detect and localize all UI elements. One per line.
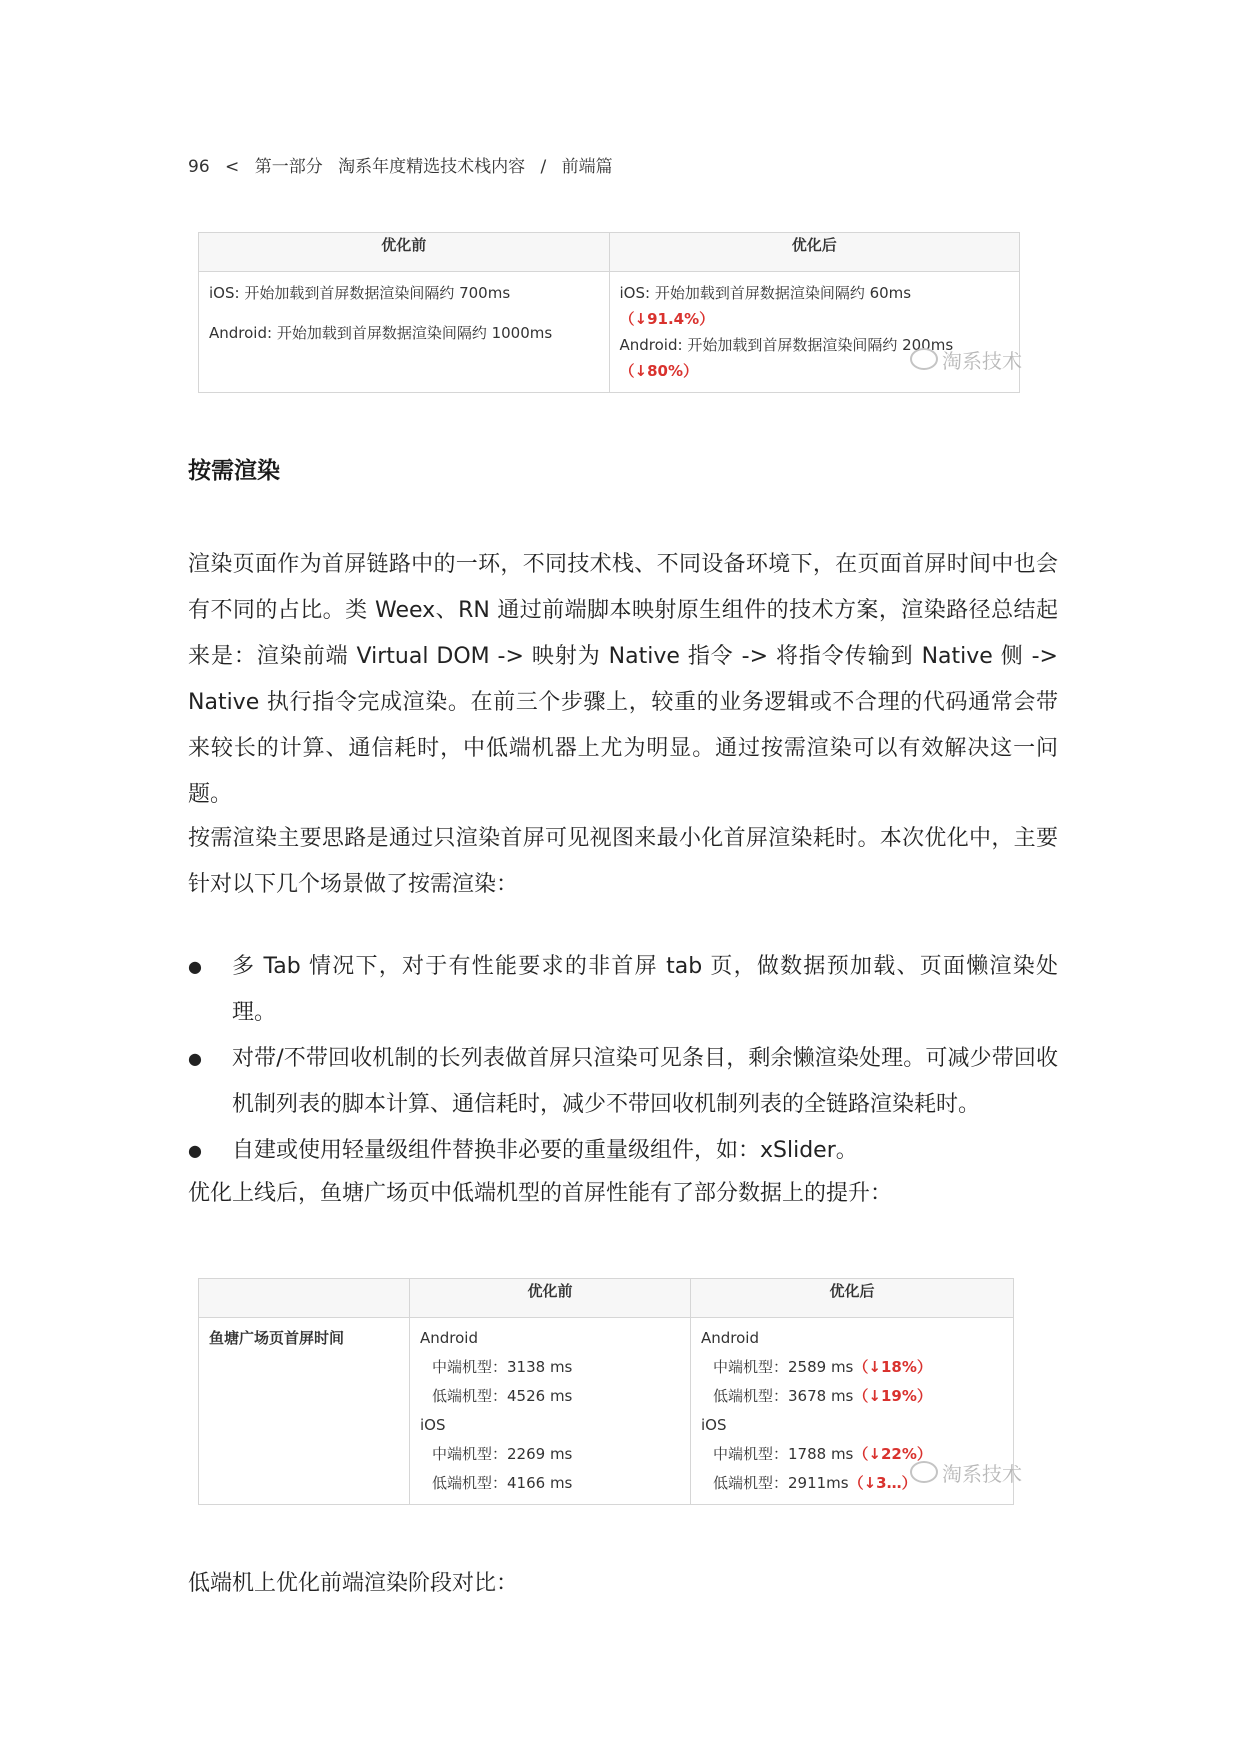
header-part: 第一部分 [254, 157, 323, 177]
list-item: ● 对带/不带回收机制的长列表做首屏只渲染可见条目，剩余懒渲染处理。可减少带回收机制列表的脚本计算、通信耗时，减少不带回收机制列表的全链路渲染耗时。 [188, 1036, 1058, 1128]
platform-label: Android [701, 1329, 759, 1347]
metric-delta: （↓3…） [848, 1474, 917, 1492]
metric-text: 低端机型：4166 ms [432, 1474, 573, 1492]
table-header-row [199, 233, 1020, 272]
list-item: ● 多 Tab 情况下，对于有性能要求的非首屏 tab 页，做数据预加载、页面懒渲染处理。 [188, 944, 1058, 1036]
header-section: 前端篇 [561, 157, 613, 177]
platform-label: iOS [420, 1416, 446, 1434]
paragraph: 低端机上优化前端渲染阶段对比： [188, 1571, 519, 1596]
list-item: ● 自建或使用轻量级组件替换非必要的重量级组件，如：xSlider。 [188, 1128, 1058, 1174]
table-row [199, 1318, 1014, 1505]
platform-label: Android [420, 1329, 478, 1347]
metric-text: 低端机型：3678 ms [713, 1387, 854, 1405]
comparison-table-first-screen [198, 1278, 1014, 1505]
watermark: 淘系技术 [910, 345, 1022, 374]
paragraph: 按需渲染主要思路是通过只渲染首屏可见视图来最小化首屏渲染耗时。本次优化中，主要针对以下几个场景做了按需渲染： [188, 826, 1058, 897]
table-row-label: 鱼塘广场页首屏时间 [199, 1318, 410, 1505]
header-separator: < [225, 157, 240, 177]
metric-delta: （↓22%） [853, 1445, 932, 1463]
page-number: 96 [188, 157, 210, 177]
paragraph: 优化上线后，鱼塘广场页中低端机型的首屏性能有了部分数据上的提升： [188, 1181, 893, 1206]
table-cell-before [410, 1318, 691, 1505]
metric-delta: （↓19%） [853, 1387, 932, 1405]
table-cell-before [199, 272, 610, 393]
table-row [199, 272, 1020, 393]
bullet-list [188, 944, 1058, 1174]
ios-after-delta: （↓91.4%） [619, 310, 715, 328]
table-header-cell [199, 1279, 410, 1318]
metric-text: 低端机型：2911ms [713, 1474, 849, 1492]
table-header-cell: 优化后 [609, 233, 1020, 272]
page-header [188, 152, 623, 177]
paragraph: 渲染页面作为首屏链路中的一环，不同技术栈、不同设备环境下，在页面首屏时间中也会有不同的占比。类 Weex、RN 通过前端脚本映射原生组件的技术方案，渲染路径总结起来是：渲染前端 Virtual DOM -> 映射为 Native 指令 -> 将指令传输到 Native 侧 -> Native 执行指令完成渲染。在前三个步骤上，较重的业务逻辑或不合理的代码通常会带来较长的计算、通信耗时，中低端机器上尤为明显。通过按需渲染可以有效解决这一问题。 [188, 552, 1058, 807]
table-header-row [199, 1279, 1014, 1318]
android-after-delta: （↓80%） [619, 362, 698, 380]
watermark: 淘系技术 [910, 1458, 1022, 1487]
metric-line [701, 1353, 1003, 1382]
android-after-text: Android: 开始加载到首屏数据渲染间隔约 200ms [619, 336, 954, 354]
metric-text: 中端机型：2589 ms [713, 1358, 854, 1376]
android-before-text: Android: 开始加载到首屏数据渲染间隔约 1000ms [209, 324, 553, 342]
metric-text: 中端机型：1788 ms [713, 1445, 854, 1463]
metric-text: 中端机型：3138 ms [432, 1358, 573, 1376]
comparison-table-load-time [198, 232, 1020, 393]
ios-after-text: iOS: 开始加载到首屏数据渲染间隔约 60ms [619, 284, 912, 302]
table-header-cell: 优化后 [691, 1279, 1014, 1318]
platform-label: iOS [701, 1416, 727, 1434]
chat-bubble-icon [910, 348, 938, 370]
metric-line [701, 1382, 1003, 1411]
table-header-cell: 优化前 [199, 233, 610, 272]
ios-before-text: iOS: 开始加载到首屏数据渲染间隔约 700ms [209, 284, 511, 302]
metric-text: 低端机型：4526 ms [432, 1387, 573, 1405]
header-slash: / [540, 157, 547, 177]
table-header-cell: 优化前 [410, 1279, 691, 1318]
chat-bubble-icon [910, 1461, 938, 1483]
metric-text: 中端机型：2269 ms [432, 1445, 573, 1463]
table-cell-after [609, 272, 1020, 393]
metric-delta: （↓18%） [853, 1358, 932, 1376]
section-title: 按需渲染 [188, 458, 280, 484]
header-title: 淘系年度精选技术栈内容 [338, 157, 526, 177]
